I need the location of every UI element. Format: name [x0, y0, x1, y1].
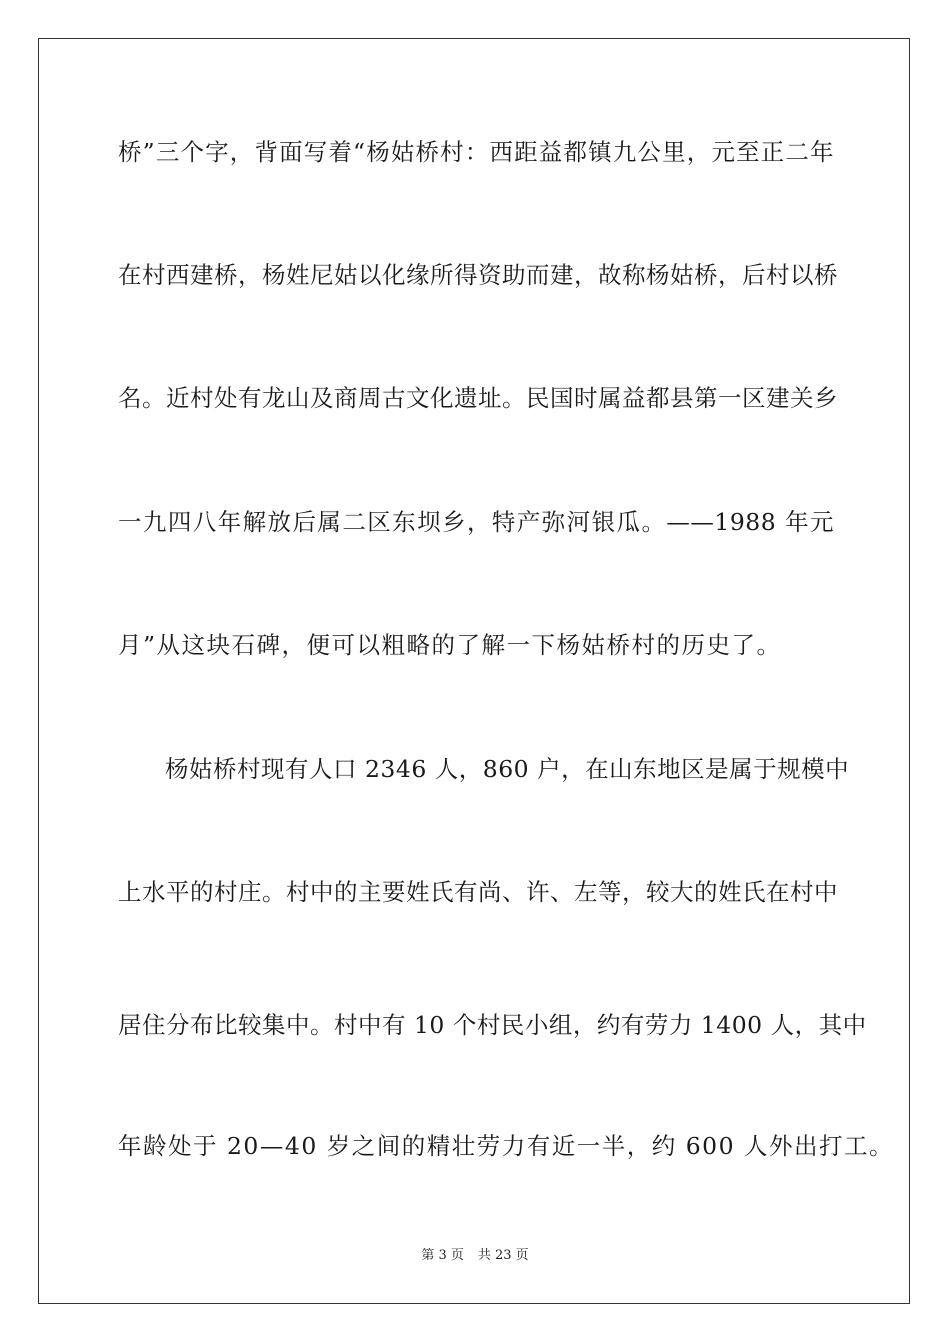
- paragraph-line: 上水平的村庄。村中的主要姓氏有尚、许、左等，较大的姓氏在村中: [118, 878, 838, 906]
- paragraph-line: 杨姑桥村现有人口 2346 人，860 户，在山东地区是属于规模中: [165, 755, 850, 783]
- page-total: 共 23 页: [477, 1248, 529, 1263]
- paragraph-line: 桥”三个字，背面写着“杨姑桥村：西距益都镇九公里，元至正二年: [118, 138, 834, 166]
- page-number: 第 3 页: [421, 1248, 464, 1263]
- paragraph-line: 名。近村处有龙山及商周古文化遗址。民国时属益都县第一区建关乡: [118, 384, 838, 412]
- page-border: [38, 38, 910, 1304]
- paragraph-line: 年龄处于 20—40 岁之间的精壮劳力有近一半，约 600 人外出打工。: [118, 1132, 895, 1160]
- paragraph-line: 居住分布比较集中。村中有 10 个村民小组，约有劳力 1400 人，其中: [118, 1011, 867, 1039]
- paragraph-line: 月”从这块石碑，便可以粗略的了解一下杨姑桥村的历史了。: [118, 631, 782, 659]
- paragraph-line: 一九四八年解放后属二区东坝乡，特产弥河银瓜。——1988 年元: [118, 508, 834, 536]
- page-footer: [0, 1247, 950, 1265]
- paragraph-line: 在村西建桥，杨姓尼姑以化缘所得资助而建，故称杨姑桥，后村以桥: [118, 261, 838, 289]
